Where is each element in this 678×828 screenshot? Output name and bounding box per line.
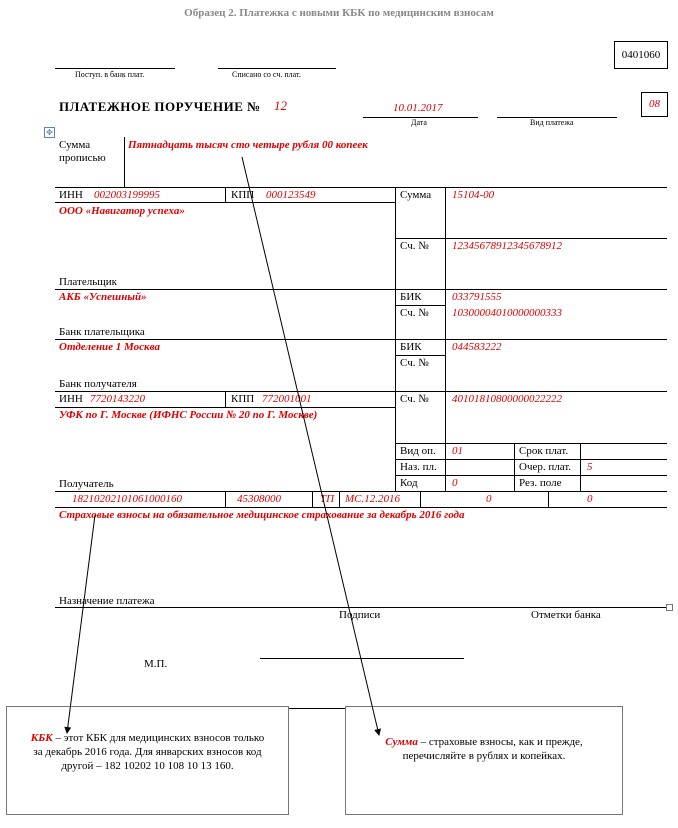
recipient-bank-label: Банк получателя (59, 378, 137, 390)
debited-label: Списано со сч. плат. (232, 70, 301, 79)
date-label: Дата (411, 118, 427, 127)
priority-label: Очер. плат. (519, 461, 572, 473)
kbk-note-text: – этот КБК для медицинских взносов только за декабрь 2016 года. Для январских взносов код другой – 182 10202 10 108 10 13 160. (33, 732, 265, 772)
page-title: Образец 2. Платежка с новыми КБК по медицинским взносам (184, 7, 494, 19)
order-title: ПЛАТЕЖНОЕ ПОРУЧЕНИЕ № (59, 99, 261, 114)
payer-label: Плательщик (59, 276, 117, 288)
payment-type-label: Вид платежа (530, 118, 574, 127)
recipient-kpp-label: КПП (231, 393, 255, 405)
mp-label: М.П. (144, 658, 168, 670)
payer-inn-label: ИНН (59, 189, 83, 201)
oktmo-value: 45308000 (237, 493, 281, 505)
payer-account-label: Сч. № (400, 240, 429, 252)
payer-kpp-label: КПП (231, 189, 255, 201)
payer-bank-label: Банк плательщика (59, 326, 145, 338)
payer-name: ООО «Навигатор успеха» (59, 205, 185, 217)
purpose-label: Назначение платежа (59, 595, 155, 607)
amount-value: 15104-00 (452, 189, 495, 201)
sum-note-text: – страховые взносы, как и прежде, перечисляйте в рублях и копейках. (402, 736, 583, 762)
amount-label: Сумма (400, 189, 432, 201)
bank-marks-label: Отметки банка (531, 609, 601, 621)
payer-bank-acc-label: Сч. № (400, 307, 429, 319)
received-label: Поступ. в банк плат. (75, 70, 145, 79)
sum-arrow (242, 157, 379, 735)
period-value: МС.12.2016 (345, 493, 400, 505)
doc-number-value: 0 (486, 493, 492, 505)
status-field: 08 (641, 92, 668, 117)
table-move-handle-icon[interactable]: ✥ (44, 127, 55, 138)
recipient-acc-label: Сч. № (400, 393, 429, 405)
payer-bik: 033791555 (452, 291, 502, 303)
kbk-value: 18210202101061000160 (72, 493, 182, 505)
amount-words-label-2: прописью (59, 152, 106, 164)
recipient-bik-label: БИК (400, 341, 422, 353)
order-date: 10.01.2017 (393, 102, 443, 114)
recipient-inn-label: ИНН (59, 393, 83, 405)
payer-bank-name: АКБ «Успешный» (59, 291, 147, 303)
op-type: 01 (452, 445, 463, 457)
sum-note-title: Сумма (385, 736, 418, 748)
recipient-bank-acc-label: Сч. № (400, 357, 429, 369)
signatures-label: Подписи (339, 609, 381, 621)
op-type-label: Вид оп. (400, 445, 436, 457)
doc-date-value: 0 (587, 493, 593, 505)
code-label: Код (400, 477, 418, 489)
form-code: 0401060 (614, 41, 668, 69)
code-value: 0 (452, 477, 458, 489)
payer-bank-acc: 10300004010000000333 (452, 307, 562, 319)
amount-words-label-1: Сумма (59, 139, 91, 151)
reserve-label: Рез. поле (519, 477, 562, 489)
priority-value: 5 (587, 461, 593, 473)
payer-bik-label: БИК (400, 291, 422, 303)
payer-account: 12345678912345678912 (452, 240, 562, 252)
payer-inn: 002003199995 (94, 189, 160, 201)
order-number: 12 (274, 98, 287, 113)
purpose-code-label: Наз. пл. (400, 461, 437, 473)
kbk-note-title: КБК (30, 732, 53, 744)
purpose-text: Страховые взносы на обязательное медицинское страхование за декабрь 2016 года (59, 509, 465, 521)
kbk-arrow (67, 515, 95, 733)
recipient-acc: 40101810800000022222 (452, 393, 562, 405)
recipient-bank-name: Отделение 1 Москва (59, 341, 160, 353)
basis-value: ТП (320, 493, 335, 505)
payer-kpp: 000123549 (266, 189, 316, 201)
recipient-name: УФК по Г. Москве (ИФНС России № 20 по Г. Москве) (59, 409, 318, 421)
recipient-bik: 044583222 (452, 341, 502, 353)
recipient-inn: 7720143220 (90, 393, 145, 405)
amount-words-value: Пятнадцать тысяч сто четыре рубля 00 копеек (128, 139, 368, 151)
recipient-label: Получатель (59, 478, 114, 490)
recipient-kpp: 772001001 (262, 393, 312, 405)
term-label: Срок плат. (519, 445, 569, 457)
